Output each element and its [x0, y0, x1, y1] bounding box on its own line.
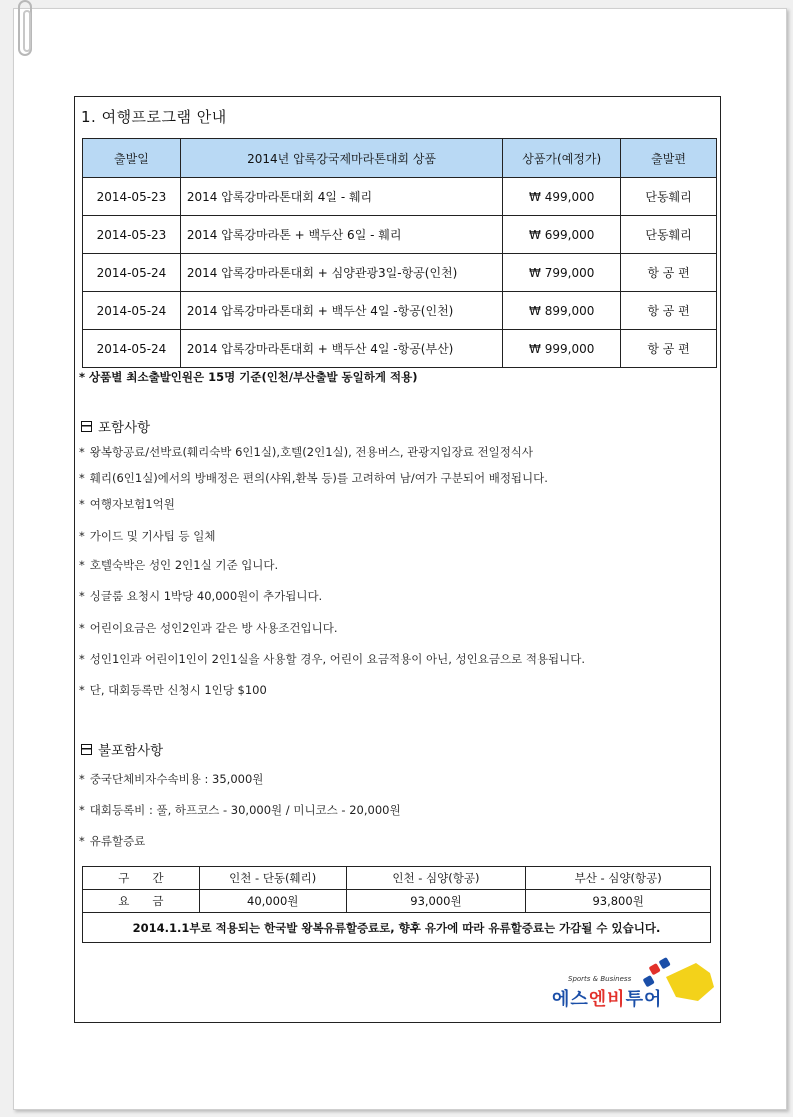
- table-row: [83, 890, 711, 913]
- paperclip-icon: [18, 0, 32, 56]
- excluded-title: 불포함사항: [98, 743, 164, 759]
- product-cell: 2014 압록강마라톤대회 + 백두산 4일 -항공(인천): [180, 292, 502, 330]
- tour-table: [82, 138, 717, 368]
- included-item: * 호텔숙박은 성인 2인1실 기준 입니다.: [79, 558, 279, 572]
- excluded-item: * 중국단체비자수속비용 : 35,000원: [79, 772, 264, 786]
- section-title: 1. 여행프로그램 안내: [81, 108, 227, 126]
- fuel-footnote: 2014.1.1부로 적용되는 한국발 왕복유류할증료로, 향후 유가에 따라 유류할증료는 가감될 수 있습니다.: [83, 913, 711, 943]
- table-row: [83, 292, 717, 330]
- excluded-item: * 유류할증료: [79, 834, 146, 848]
- excluded-item: * 대회등록비 : 풀, 하프코스 - 30,000원 / 미니코스 - 20,000원: [79, 803, 401, 817]
- departure-cell: 단동훼리: [621, 216, 717, 254]
- table-row: [83, 216, 717, 254]
- fee-label: 요 금: [83, 890, 200, 913]
- route-cell: 인천 - 단동(훼리): [199, 867, 346, 890]
- route-label: 구 간: [83, 867, 200, 890]
- price-cell: ₩ 499,000: [503, 178, 621, 216]
- included-item: * 왕복항공료/선박료(훼리숙박 6인1실),호텔(2인1실), 전용버스, 관광지입장료 전일정식사: [79, 445, 534, 459]
- header-departure: 출발편: [621, 139, 717, 178]
- product-cell: 2014 압록강마라톤대회 4일 - 훼리: [180, 178, 502, 216]
- fee-cell: 93,000원: [346, 890, 526, 913]
- included-item: * 어린이요금은 성인2인과 같은 방 사용조건입니다.: [79, 621, 338, 635]
- departure-cell: 항 공 편: [621, 254, 717, 292]
- square-bullet-icon: [81, 744, 92, 755]
- table-row: [83, 867, 711, 890]
- included-item: * 단, 대회등록만 신청시 1인당 $100: [79, 683, 267, 697]
- price-cell: ₩ 699,000: [503, 216, 621, 254]
- route-cell: 인천 - 심양(항공): [346, 867, 526, 890]
- included-item: * 여행자보험1억원: [79, 497, 175, 511]
- logo-name: 에스엔비투어: [552, 989, 663, 1010]
- product-cell: 2014 압록강마라톤대회 + 심양관광3일-항공(인천): [180, 254, 502, 292]
- route-cell: 부산 - 심양(항공): [526, 867, 711, 890]
- header-date: 출발일: [83, 139, 181, 178]
- included-item: * 싱글룸 요청시 1박당 40,000원이 추가됩니다.: [79, 589, 323, 603]
- price-cell: ₩ 999,000: [503, 330, 621, 368]
- table-row: [83, 913, 711, 943]
- fee-cell: 40,000원: [199, 890, 346, 913]
- included-item: * 성인1인과 어린이1인이 2인1실을 사용할 경우, 어린이 요금적용이 아닌, 성인요금으로 적용됩니다.: [79, 652, 586, 666]
- included-heading: [81, 416, 150, 436]
- date-cell: 2014-05-23: [83, 178, 181, 216]
- product-cell: 2014 압록강마라톤 + 백두산 6일 - 훼리: [180, 216, 502, 254]
- table-row: [83, 178, 717, 216]
- fuel-surcharge-table: [82, 866, 711, 943]
- header-product: 2014년 압록강국제마라톤대회 상품: [180, 139, 502, 178]
- table-row: [83, 254, 717, 292]
- included-title: 포함사항: [98, 420, 151, 436]
- date-cell: 2014-05-24: [83, 254, 181, 292]
- square-bullet-icon: [81, 421, 92, 432]
- product-cell: 2014 압록강마라톤대회 + 백두산 4일 -항공(부산): [180, 330, 502, 368]
- included-item: * 훼리(6인1실)에서의 방배정은 편의(샤워,환복 등)를 고려하여 남/여가 구분되어 배정됩니다.: [79, 471, 548, 485]
- header-price: 상품가(예정가): [503, 139, 621, 178]
- date-cell: 2014-05-24: [83, 292, 181, 330]
- price-cell: ₩ 899,000: [503, 292, 621, 330]
- included-item: * 가이드 및 기사팁 등 일체: [79, 529, 216, 543]
- price-cell: ₩ 799,000: [503, 254, 621, 292]
- departure-cell: 항 공 편: [621, 292, 717, 330]
- company-logo: [548, 957, 716, 1009]
- tour-table-header: [83, 139, 717, 178]
- min-participants-note: * 상품별 최소출발인원은 15명 기준(인천/부산출발 동일하게 적용): [79, 370, 418, 384]
- fee-cell: 93,800원: [526, 890, 711, 913]
- date-cell: 2014-05-24: [83, 330, 181, 368]
- excluded-heading: [81, 739, 163, 759]
- logo-subtitle: Sports & Business: [568, 975, 632, 983]
- departure-cell: 단동훼리: [621, 178, 717, 216]
- table-row: [83, 330, 717, 368]
- date-cell: 2014-05-23: [83, 216, 181, 254]
- departure-cell: 항 공 편: [621, 330, 717, 368]
